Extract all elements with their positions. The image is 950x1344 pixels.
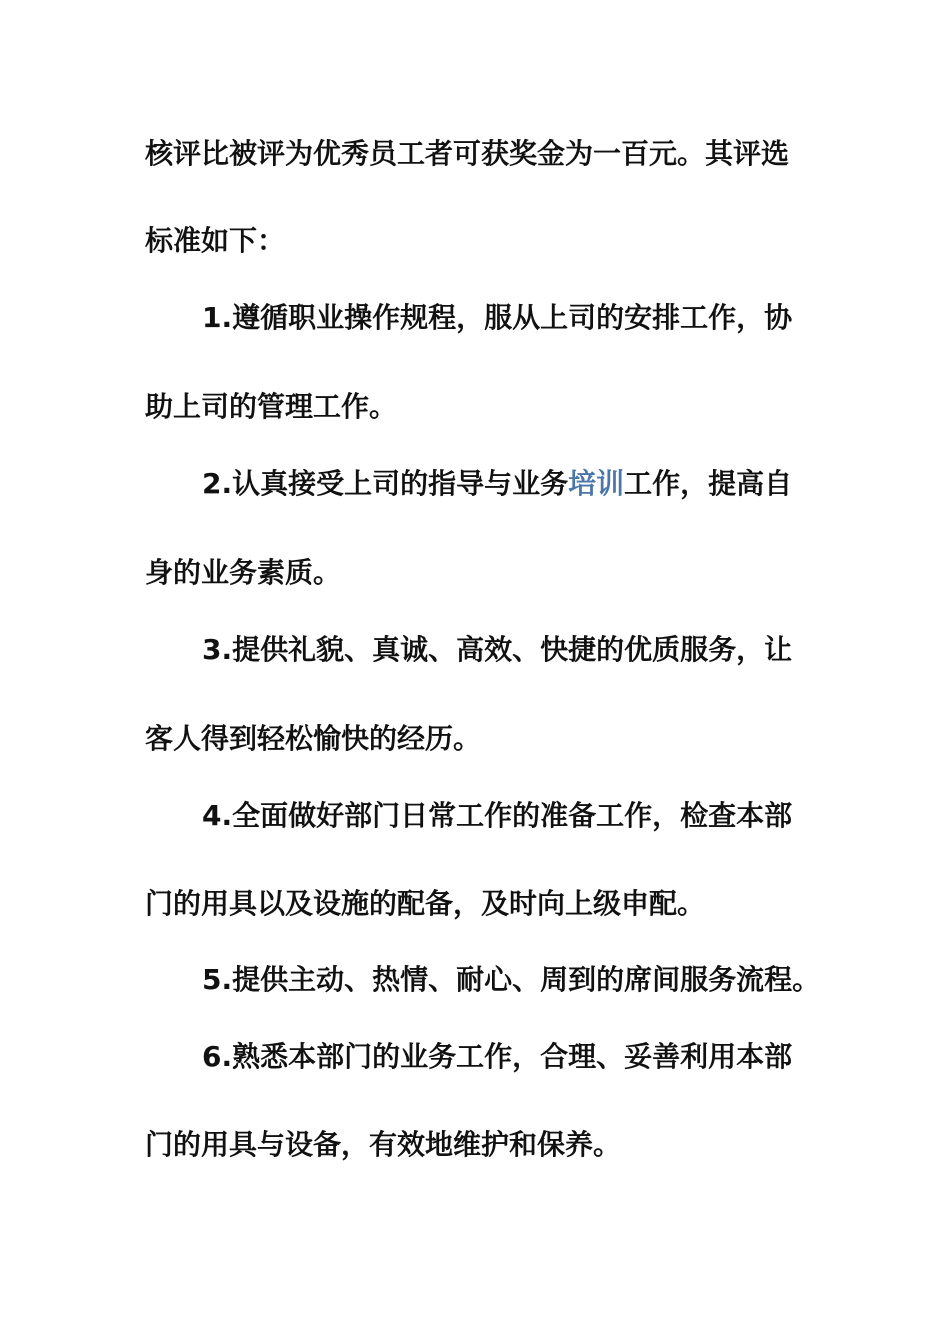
item-1-line-1: 1.遵循职业操作规程，服从上司的安排工作，协 [202,301,793,334]
item-2-text-after: 工作，提高自 [624,467,793,500]
item-2-line-1 [202,464,902,504]
item-2-line-2: 身的业务素质。 [145,556,342,589]
item-5-line-1: 5.提供主动、热情、耐心、周到的席间服务流程。 [202,963,821,996]
item-2-text-before: 2.认真接受上司的指导与业务 [202,467,569,500]
item-3-line-1: 3.提供礼貌、真诚、高效、快捷的优质服务，让 [202,633,793,666]
item-4-line-1: 4.全面做好部门日常工作的准备工作，检查本部 [202,799,793,832]
item-3-line-2: 客人得到轻松愉快的经历。 [145,722,482,755]
item-4-line-2: 门的用具以及设施的配备，及时向上级申配。 [145,887,706,920]
intro-line-1: 核评比被评为优秀员工者可获奖金为一百元。其评选 [145,137,790,170]
training-link[interactable]: 培训 [568,467,625,500]
item-1-line-2: 助上司的管理工作。 [145,390,398,423]
item-6-line-2: 门的用具与设备，有效地维护和保养。 [145,1128,622,1161]
item-6-line-1: 6.熟悉本部门的业务工作，合理、妥善利用本部 [202,1040,793,1073]
intro-line-2: 标准如下： [145,224,286,257]
